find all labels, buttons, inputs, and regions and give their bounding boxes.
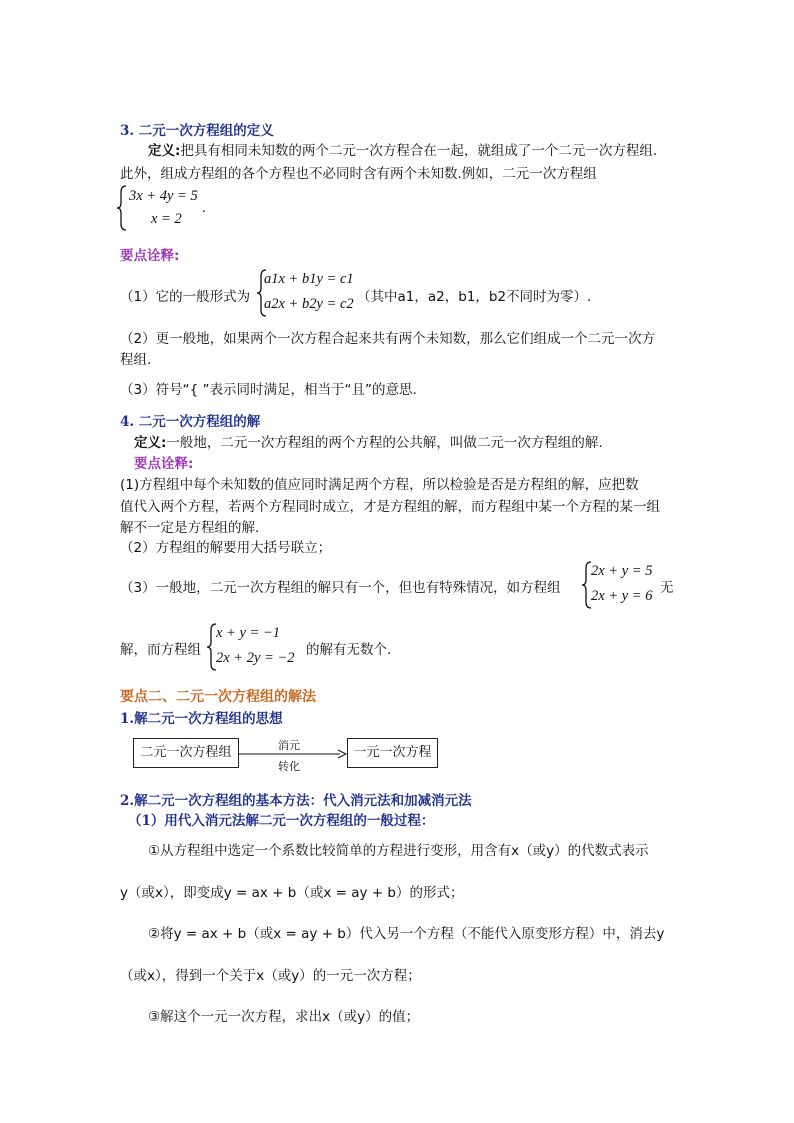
section4-p3-prefix: （3）一般地，二元一次方程组的解只有一个，但也有特殊情况，如方程组 bbox=[120, 580, 561, 596]
example-equation-system bbox=[116, 184, 226, 232]
section3-point2-line1: （2）更一般地，如果两个一次方程合起来共有两个未知数，那么它们组成一个二元一次方 bbox=[120, 331, 656, 347]
section4-p1-line2: 值代入两个方程，若两个方程同时成立，才是方程组的解，而方程组中某一个方程的某一组 bbox=[120, 499, 660, 515]
section4-p3b-prefix: 解，而方程组 bbox=[120, 642, 201, 658]
no-solution-eq2: 2x + y = 6 bbox=[591, 588, 653, 604]
section4-p3b-suffix: 的解有无数个. bbox=[306, 642, 392, 658]
def-label: 定义: bbox=[148, 143, 181, 159]
section3-def-line2: 此外，组成方程组的各个方程也不必同时含有两个未知数.例如，二元一次方程组 bbox=[120, 166, 597, 182]
part2-heading: 要点二、二元一次方程组的解法 bbox=[120, 689, 316, 705]
flow-label-bottom: 转化 bbox=[278, 760, 300, 773]
section3-definition bbox=[148, 139, 657, 159]
step1-line2: y（或x），即变成y = ax + b（或x = ay + b）的形式； bbox=[120, 885, 464, 901]
step2-line2: （或x），得到一个关于x（或y）的一元一次方程； bbox=[120, 968, 421, 984]
no-solution-eq1: 2x + y = 5 bbox=[591, 563, 653, 579]
section3-point3: （3）符号“{ ”表示同时满足，相当于“且”的意思. bbox=[120, 382, 417, 398]
infinite-eq2: 2x + 2y = −2 bbox=[216, 650, 295, 666]
section3-points-label: 要点诠释: bbox=[120, 248, 180, 264]
flow-box-right: 一元一次方程 bbox=[347, 738, 438, 768]
section3-heading: 3. 二元一次方程组的定义 bbox=[120, 123, 274, 139]
section3-point1-prefix: （1）它的一般形式为 bbox=[120, 289, 251, 305]
part2-sub1: 1.解二元一次方程组的思想 bbox=[120, 711, 283, 727]
infinite-solution-system bbox=[206, 622, 316, 672]
def-text: 一般地，二元一次方程组的两个方程的公共解，叫做二元一次方程组的解. bbox=[166, 435, 603, 451]
general-eq1: a1x + b1y = c1 bbox=[264, 271, 354, 287]
general-form-system bbox=[256, 268, 366, 318]
no-solution-system bbox=[581, 560, 691, 610]
example-eq2: x = 2 bbox=[151, 211, 182, 227]
part2-sub2: 2.解二元一次方程组的基本方法：代入消元法和加减消元法 bbox=[120, 793, 472, 809]
infinite-eq1: x + y = −1 bbox=[216, 625, 280, 641]
flow-box-left: 二元一次方程组 bbox=[133, 738, 239, 768]
brace-icon bbox=[116, 184, 128, 232]
section4-p3-suffix: 无 bbox=[660, 580, 674, 596]
step3: ③解这个一元一次方程，求出x（或y）的值； bbox=[148, 1009, 420, 1025]
step1-line1: ①从方程组中选定一个系数比较简单的方程进行变形，用含有x（或y）的代数式表示 bbox=[148, 843, 649, 859]
step2-line1: ②将y = ax + b（或x = ay + b）代入另一个方程（不能代入原变形方程）中，消去y bbox=[148, 926, 665, 942]
flow-label-top: 消元 bbox=[278, 739, 300, 752]
def-text: 把具有相同未知数的两个二元一次方程合在一起，就组成了一个二元一次方程组. bbox=[180, 143, 658, 159]
example-end: . bbox=[202, 200, 206, 216]
section4-p2: （2）方程组的解要用大括号联立； bbox=[120, 540, 332, 556]
section4-definition bbox=[134, 431, 603, 451]
example-eq1: 3x + 4y = 5 bbox=[129, 188, 198, 204]
section4-heading: 4. 二元一次方程组的解 bbox=[120, 414, 261, 430]
section4-points-label: 要点诠释: bbox=[134, 456, 194, 472]
part2-sub2-1: （1）用代入消元法解二元一次方程组的一般过程： bbox=[128, 813, 435, 829]
general-eq2: a2x + b2y = c2 bbox=[264, 296, 354, 312]
section3-point2-line2: 程组. bbox=[120, 352, 152, 368]
section4-p1-line3: 解不一定是方程组的解. bbox=[120, 520, 260, 536]
section4-p1-line1: (1)方程组中每个未知数的值应同时满足两个方程，所以检验是否是方程组的解，应把数 bbox=[120, 477, 639, 493]
section3-point1-suffix: （其中a1，a2，b1，b2不同时为零）. bbox=[357, 289, 592, 305]
def-label: 定义: bbox=[134, 435, 167, 451]
